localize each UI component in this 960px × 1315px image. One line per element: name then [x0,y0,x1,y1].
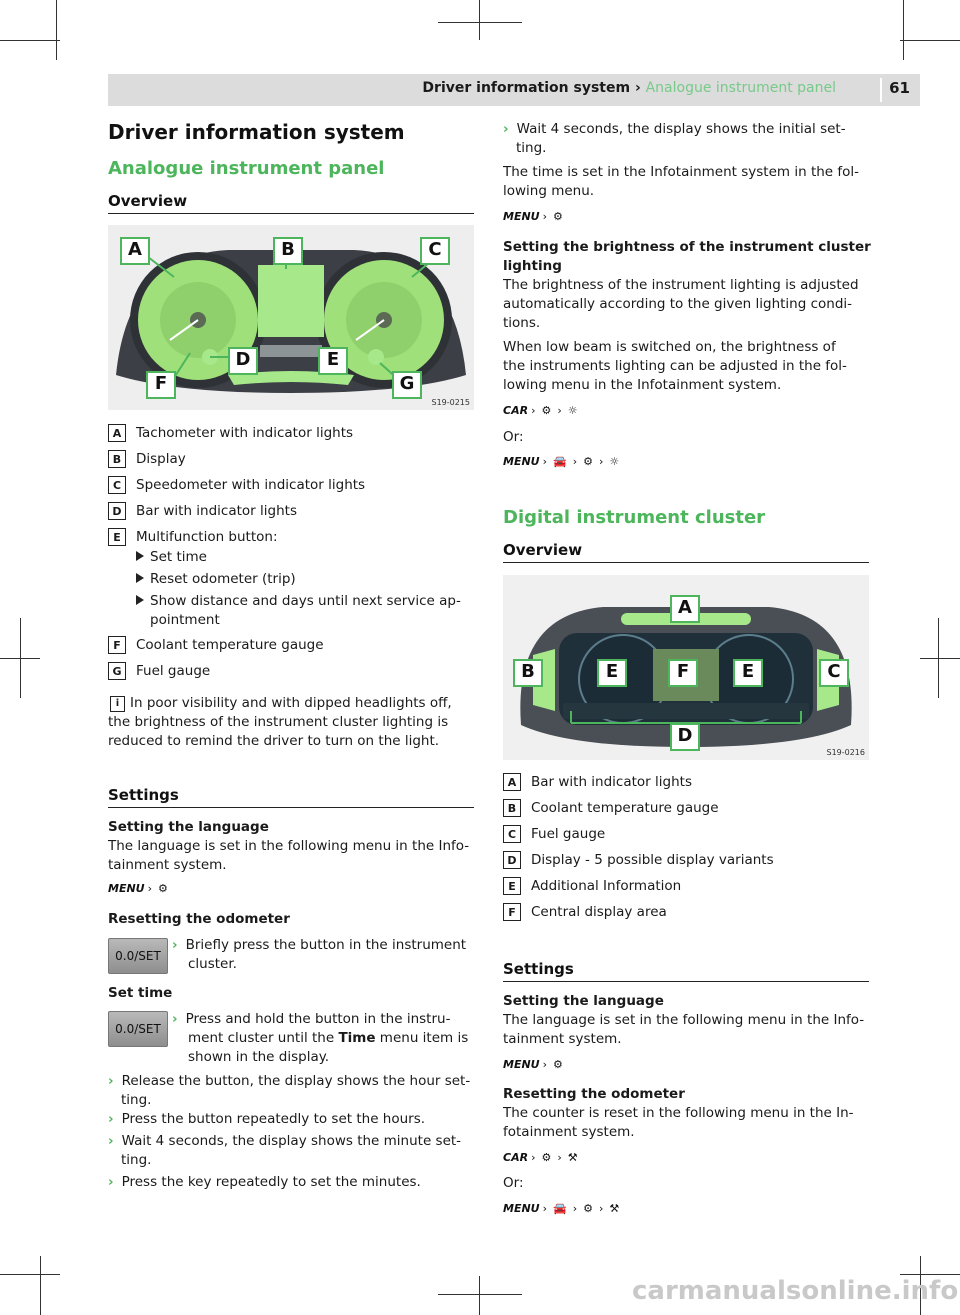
header-section: Driver information system [422,80,631,96]
legend-key: B [108,450,126,468]
legend-label: Coolant temperature gauge [136,637,324,653]
reset-title-left: Resetting the odometer [108,911,290,927]
legend-label: Bar with indicator lights [531,774,692,790]
lang-text-right-1: The language is set in the following menu in the Info- [503,1012,865,1028]
legend-label: Speedometer with indicator lights [136,477,366,493]
callout-b: B [513,659,543,687]
legend-key: E [108,528,126,546]
menu-path-reset-car: CAR › ⚙ › ⚒ [503,1151,578,1164]
settings-heading-left: Settings [108,786,474,808]
menu-path-reset-menu: MENU › 🚘 › ⚙ › ⚒ [503,1202,620,1215]
chevron-icon: › [108,1174,114,1190]
note-line-1: In poor visibility and with dipped headlights off, [130,695,452,711]
menu-path-time: MENU › ⚙ [503,210,563,223]
info-icon: i [110,696,125,712]
lang-text-left-1: The language is set in the following menu in the Info- [108,838,470,854]
settings-gear-icon: ⚙ [158,882,168,895]
brightness-text-1: The brightness of the instrument lighting is adjusted [503,277,859,293]
set-time-title: Set time [108,985,173,1001]
figure-code: S19-0216 [826,748,865,757]
overview-heading-digital: Overview [503,541,869,563]
legend-key: B [503,799,521,817]
settings-gear-icon: ⚙ [583,455,593,468]
brightness-title-1: Setting the brightness of the instrument cluster [503,239,871,255]
or-text-1: Or: [503,429,524,445]
lang-title-left: Setting the language [108,819,269,835]
legend-label: Central display area [531,904,667,920]
or-text-2: Or: [503,1175,524,1191]
chevron-icon: › [108,1073,114,1089]
reset-title-right: Resetting the odometer [503,1086,685,1102]
brightness-title-2: lighting [503,258,562,274]
time-step-3: › Press the button repeatedly to set the hours. [108,1111,426,1127]
page-number: 61 [889,79,910,97]
callout-a: A [120,237,150,265]
section-title-analogue: Analogue instrument panel [108,158,385,179]
legend-key: E [503,877,521,895]
callout-g: G [392,371,422,399]
chevron-icon: › [108,1133,114,1149]
callout-e: E [318,347,348,375]
legend-label: Multifunction button: [136,529,278,545]
legend-key: C [503,825,521,843]
step-wait-initial: › Wait 4 seconds, the display shows the initial set- [503,121,846,137]
callout-e-right: E [733,659,763,687]
car-icon: 🚘 [553,1202,567,1215]
note-line-3: reduced to remind the driver to turn on the light. [108,733,440,749]
callout-e-left: E [597,659,627,687]
step-wait-initial-cont: ting. [516,140,547,156]
callout-f: F [146,371,176,399]
odometer-reset-icon: ⚒ [609,1202,620,1215]
subitem-service: Show distance and days until next service ap- [136,592,461,611]
header-breadcrumb [422,80,836,96]
callout-c: C [819,659,849,687]
brightness-icon: ☼ [567,404,578,417]
chevron-icon: › [503,121,509,137]
brightness-text-2: automatically according to the given lighting condi- [503,296,853,312]
settings-gear-icon: ⚙ [553,210,563,223]
time-step-2: › Release the button, the display shows the hour set- [108,1073,471,1089]
menu-path-lang-right: MENU › ⚙ [503,1058,563,1071]
arrow-right-icon [136,573,144,583]
figure-code: S19-0215 [431,398,470,407]
subitem-service-cont: pointment [150,612,220,628]
lang-title-right: Setting the language [503,993,664,1009]
legend-key: F [108,636,126,654]
section-title-digital: Digital instrument cluster [503,507,766,528]
reset-text-right-1: The counter is reset in the following menu in the In- [503,1105,854,1121]
settings-heading-right: Settings [503,960,869,982]
reset-step-1-cont: cluster. [188,956,237,972]
time-step-4-cont: ting. [121,1152,152,1168]
legend-key: A [503,773,521,791]
car-icon: 🚘 [553,455,567,468]
header-divider [880,78,882,102]
time-step-5: › Press the key repeatedly to set the minutes. [108,1174,421,1190]
menu-path-lang-left: MENU › ⚙ [108,882,168,895]
brightness-text-3: tions. [503,315,541,331]
subitem-reset-odometer: Reset odometer (trip) [136,570,296,589]
lang-text-right-2: tainment system. [503,1031,622,1047]
legend-label: Bar with indicator lights [136,503,297,519]
settings-gear-icon: ⚙ [553,1058,563,1071]
lowbeam-text-2: the instruments lighting can be adjusted in the fol- [503,358,847,374]
time-menu-text-1: The time is set in the Infotainment system in the fol- [503,164,860,180]
legend-label: Display - 5 possible display variants [531,852,774,868]
watermark: carmanualsonline.info [632,1276,959,1306]
set-button-image: 0.0/SET [108,938,168,974]
header-separator: › [634,80,641,96]
legend-key: G [108,662,126,680]
digital-cluster-figure [503,575,869,760]
legend-key: A [108,424,126,442]
legend-key: C [108,476,126,494]
legend-label: Display [136,451,186,467]
reset-step-1: › Briefly press the button in the instrument [172,937,467,953]
time-step-1-cont2: shown in the display. [188,1049,330,1065]
header-subsection: Analogue instrument panel [645,80,836,96]
chapter-title: Driver information system [108,120,405,144]
arrow-right-icon [136,551,144,561]
time-step-2-cont: ting. [121,1092,152,1108]
brightness-icon: ☼ [609,455,620,468]
legend-label: Additional Information [531,878,682,894]
legend-key: F [503,903,521,921]
time-step-4: › Wait 4 seconds, the display shows the minute set- [108,1133,462,1149]
lowbeam-text-1: When low beam is switched on, the brightness of [503,339,836,355]
legend-key: D [503,851,521,869]
overview-heading: Overview [108,192,474,214]
legend-key: D [108,502,126,520]
chevron-icon: › [172,937,178,953]
odometer-reset-icon: ⚒ [567,1151,578,1164]
note-line-2: the brightness of the instrument cluster lighting is [108,714,449,730]
reset-text-right-2: fotainment system. [503,1124,635,1140]
time-menu-text-2: lowing menu. [503,183,595,199]
menu-path-brightness-menu: MENU › 🚘 › ⚙ › ☼ [503,455,620,468]
menu-path-brightness-car: CAR › ⚙ › ☼ [503,404,578,417]
subitem-set-time: Set time [136,548,207,567]
time-step-1-cont: ment cluster until the Time menu item is [188,1030,469,1046]
lang-text-left-2: tainment system. [108,857,227,873]
set-button-image-2: 0.0/SET [108,1011,168,1047]
legend-label: Fuel gauge [136,663,211,679]
settings-gear-icon: ⚙ [583,1202,593,1215]
time-step-1: › Press and hold the button in the instru- [172,1011,451,1027]
callout-c: C [420,237,450,265]
settings-gear-icon: ⚙ [541,1151,552,1164]
legend-label: Coolant temperature gauge [531,800,719,816]
running-header [108,74,920,106]
legend-label: Tachometer with indicator lights [136,425,354,441]
analogue-cluster-figure [108,225,474,410]
callout-d: D [670,723,700,751]
chevron-icon: › [172,1011,178,1027]
arrow-right-icon [136,595,144,605]
callout-d: D [228,347,258,375]
callout-b: B [273,237,303,265]
callout-a: A [670,595,700,623]
settings-gear-icon: ⚙ [541,404,552,417]
lowbeam-text-3: lowing menu in the Infotainment system. [503,377,782,393]
chevron-icon: › [108,1111,114,1127]
legend-label: Fuel gauge [531,826,606,842]
callout-f: F [668,659,698,687]
